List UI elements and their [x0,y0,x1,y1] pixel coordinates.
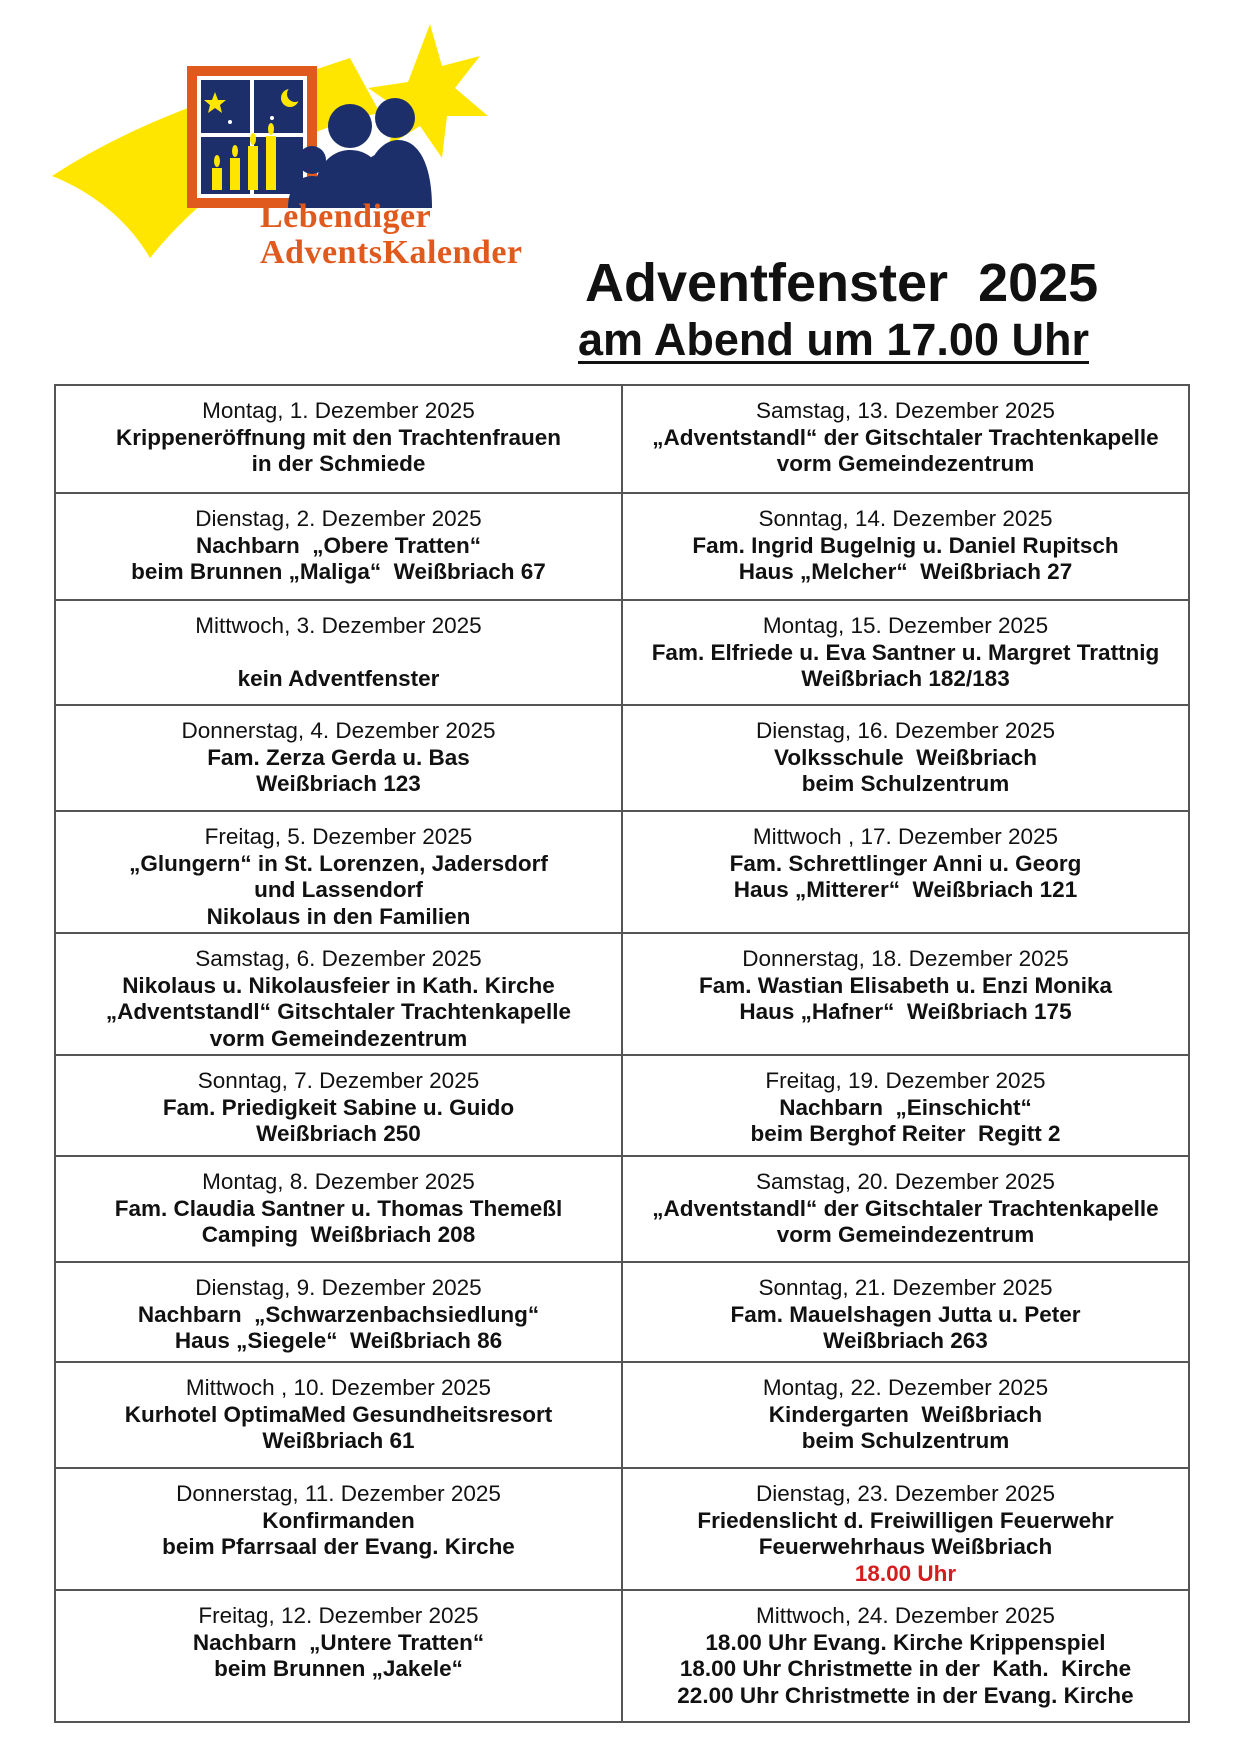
cell-line: Haus „Mitterer“ Weißbriach 121 [733,877,1078,902]
cell-date: Donnerstag, 11. Dezember 2025 [176,1481,501,1506]
cell-line: Camping Weißbriach 208 [201,1222,476,1247]
cell-line: Fam. Zerza Gerda u. Bas [207,744,470,770]
table-row [55,811,1189,933]
cell-line: vorm Gemeindezentrum [776,1222,1035,1247]
page-title: Adventfenster 2025 [585,253,1099,313]
cell-line: Nachbarn „Obere Tratten“ [195,532,482,558]
cell-spacer [60,640,617,666]
cell-line: Fam. Priedigkeit Sabine u. Guido [162,1094,515,1120]
cell-date: Montag, 1. Dezember 2025 [202,398,475,423]
calendar-cell [622,1468,1189,1590]
cell-date: Donnerstag, 18. Dezember 2025 [742,946,1069,971]
cell-line: Feuerwehrhaus Weißbriach [758,1534,1053,1559]
cell-line: Nikolaus in den Familien [206,903,471,929]
advent-calendar-table [54,384,1190,1723]
calendar-cell [622,933,1189,1055]
cell-date: Mittwoch , 10. Dezember 2025 [185,1375,492,1400]
cell-line: Kindergarten Weißbriach [768,1401,1043,1427]
cell-line: Haus „Melcher“ Weißbriach 27 [738,559,1073,584]
table-row [55,933,1189,1055]
calendar-cell [55,1590,622,1722]
table-row [55,705,1189,811]
cell-date: Samstag, 13. Dezember 2025 [756,398,1055,423]
cell-line: 22.00 Uhr Christmette in der Evang. Kirche [677,1682,1134,1708]
calendar-cell [55,705,622,811]
cell-line: beim Brunnen „Maliga“ Weißbriach 67 [131,559,546,584]
cell-date: Freitag, 12. Dezember 2025 [198,1603,479,1628]
cell-line: beim Berghof Reiter Regitt 2 [750,1121,1061,1146]
logo-text-line1: Lebendiger [260,198,432,235]
calendar-cell [55,385,622,493]
cell-line: 18.00 Uhr Christmette in der Kath. Kirche [679,1656,1132,1681]
calendar-cell [55,600,622,705]
calendar-cell [622,385,1189,493]
table-row [55,1362,1189,1468]
cell-line: Fam. Ingrid Bugelnig u. Daniel Rupitsch [692,532,1119,558]
calendar-cell [622,811,1189,933]
cell-date: Donnerstag, 4. Dezember 2025 [181,718,496,743]
calendar-cell [55,493,622,600]
cell-line: „Adventstandl“ der Gitschtaler Trachtenkapelle [652,424,1159,450]
table-row [55,1156,1189,1262]
cell-line: Haus „Hafner“ Weißbriach 175 [739,999,1072,1024]
cell-line: beim Schulzentrum [801,771,1010,796]
table-row [55,1262,1189,1362]
calendar-cell [55,1156,622,1262]
cell-date: Mittwoch , 17. Dezember 2025 [752,824,1059,849]
cell-date: Montag, 8. Dezember 2025 [202,1169,475,1194]
cell-line: vorm Gemeindezentrum [776,451,1035,476]
cell-date: Samstag, 20. Dezember 2025 [756,1169,1055,1194]
table-row [55,493,1189,600]
cell-line: „Adventstandl“ der Gitschtaler Trachtenkapelle [652,1195,1159,1221]
calendar-cell [55,1055,622,1156]
cell-line: Fam. Wastian Elisabeth u. Enzi Monika [699,972,1112,998]
cell-date: Dienstag, 16. Dezember 2025 [756,718,1055,743]
cell-line: Weißbriach 61 [262,1428,415,1453]
cell-date: Dienstag, 23. Dezember 2025 [756,1481,1055,1506]
cell-line: Weißbriach 250 [256,1121,421,1146]
calendar-cell [622,493,1189,600]
calendar-cell [55,1262,622,1362]
cell-line: Weißbriach 182/183 [801,666,1010,691]
cell-line: kein Adventfenster [237,665,440,691]
cell-date: Dienstag, 2. Dezember 2025 [195,506,482,531]
cell-date: Mittwoch, 3. Dezember 2025 [195,613,482,638]
cell-line: Weißbriach 263 [823,1328,988,1353]
calendar-cell [55,933,622,1055]
cell-date: Freitag, 5. Dezember 2025 [204,824,473,849]
cell-date: Montag, 15. Dezember 2025 [762,613,1049,638]
cell-date: Samstag, 6. Dezember 2025 [195,946,482,971]
cell-line: Krippeneröffnung mit den Trachtenfrauen [115,424,562,450]
logo-text-line2: AdventsKalender [260,234,523,271]
calendar-cell [622,1362,1189,1468]
cell-line: „Glungern“ in St. Lorenzen, Jadersdorf [129,850,548,876]
cell-line: Nachbarn „Einschicht“ [779,1094,1032,1120]
cell-line: Weißbriach 123 [256,771,421,796]
table-row [55,1055,1189,1156]
calendar-cell [622,1590,1189,1722]
table-row [55,1590,1189,1722]
cell-line: Haus „Siegele“ Weißbriach 86 [174,1328,503,1353]
cell-date: Sonntag, 21. Dezember 2025 [758,1275,1053,1300]
calendar-cell [622,1055,1189,1156]
cell-line: beim Schulzentrum [801,1428,1010,1453]
shooting-star-window-icon [50,18,520,338]
cell-line: Friedenslicht d. Freiwilligen Feuerwehr [697,1507,1114,1533]
cell-line: Konfirmanden [262,1507,415,1533]
cell-line: beim Pfarrsaal der Evang. Kirche [162,1534,515,1559]
table-row [55,600,1189,705]
table-row [55,1468,1189,1590]
cell-line: Kurhotel OptimaMed Gesundheitsresort [124,1401,553,1427]
cell-line: „Adventstandl“ Gitschtaler Trachtenkapelle [105,999,572,1024]
cell-date: Sonntag, 14. Dezember 2025 [758,506,1053,531]
cell-line: 18.00 Uhr Evang. Kirche Krippenspiel [705,1629,1106,1655]
cell-line: Nachbarn „Untere Tratten“ [192,1629,485,1655]
advent-calendar-logo [50,18,523,338]
calendar-cell [55,811,622,933]
calendar-cell [55,1468,622,1590]
cell-line: beim Brunnen „Jakele“ [214,1656,463,1681]
table-row [55,385,1189,493]
calendar-cell [55,1362,622,1468]
cell-line: Nachbarn „Schwarzenbachsiedlung“ [137,1301,540,1327]
calendar-cell [622,1262,1189,1362]
cell-date: Sonntag, 7. Dezember 2025 [197,1068,480,1093]
cell-line: vorm Gemeindezentrum [209,1025,468,1051]
cell-line: Fam. Schrettlinger Anni u. Georg [729,850,1082,876]
page-subtitle: am Abend um 17.00 Uhr [578,314,1089,365]
cell-date: Montag, 22. Dezember 2025 [762,1375,1049,1400]
cell-date: Freitag, 19. Dezember 2025 [765,1068,1046,1093]
cell-line: Volksschule Weißbriach [773,744,1037,770]
cell-date: Dienstag, 9. Dezember 2025 [195,1275,482,1300]
calendar-cell [622,705,1189,811]
cell-line: Fam. Elfriede u. Eva Santner u. Margret Trattnig [651,639,1160,665]
cell-line: Nikolaus u. Nikolausfeier in Kath. Kirche [122,972,555,998]
calendar-cell [622,600,1189,705]
cell-line: und Lassendorf [254,877,423,902]
cell-line: Fam. Mauelshagen Jutta u. Peter [730,1301,1081,1327]
time-highlight: 18.00 Uhr [854,1560,957,1586]
cell-date: Mittwoch, 24. Dezember 2025 [756,1603,1055,1628]
cell-line: Fam. Claudia Santner u. Thomas Themeßl [114,1195,563,1221]
calendar-cell [622,1156,1189,1262]
cell-line: in der Schmiede [251,451,426,476]
